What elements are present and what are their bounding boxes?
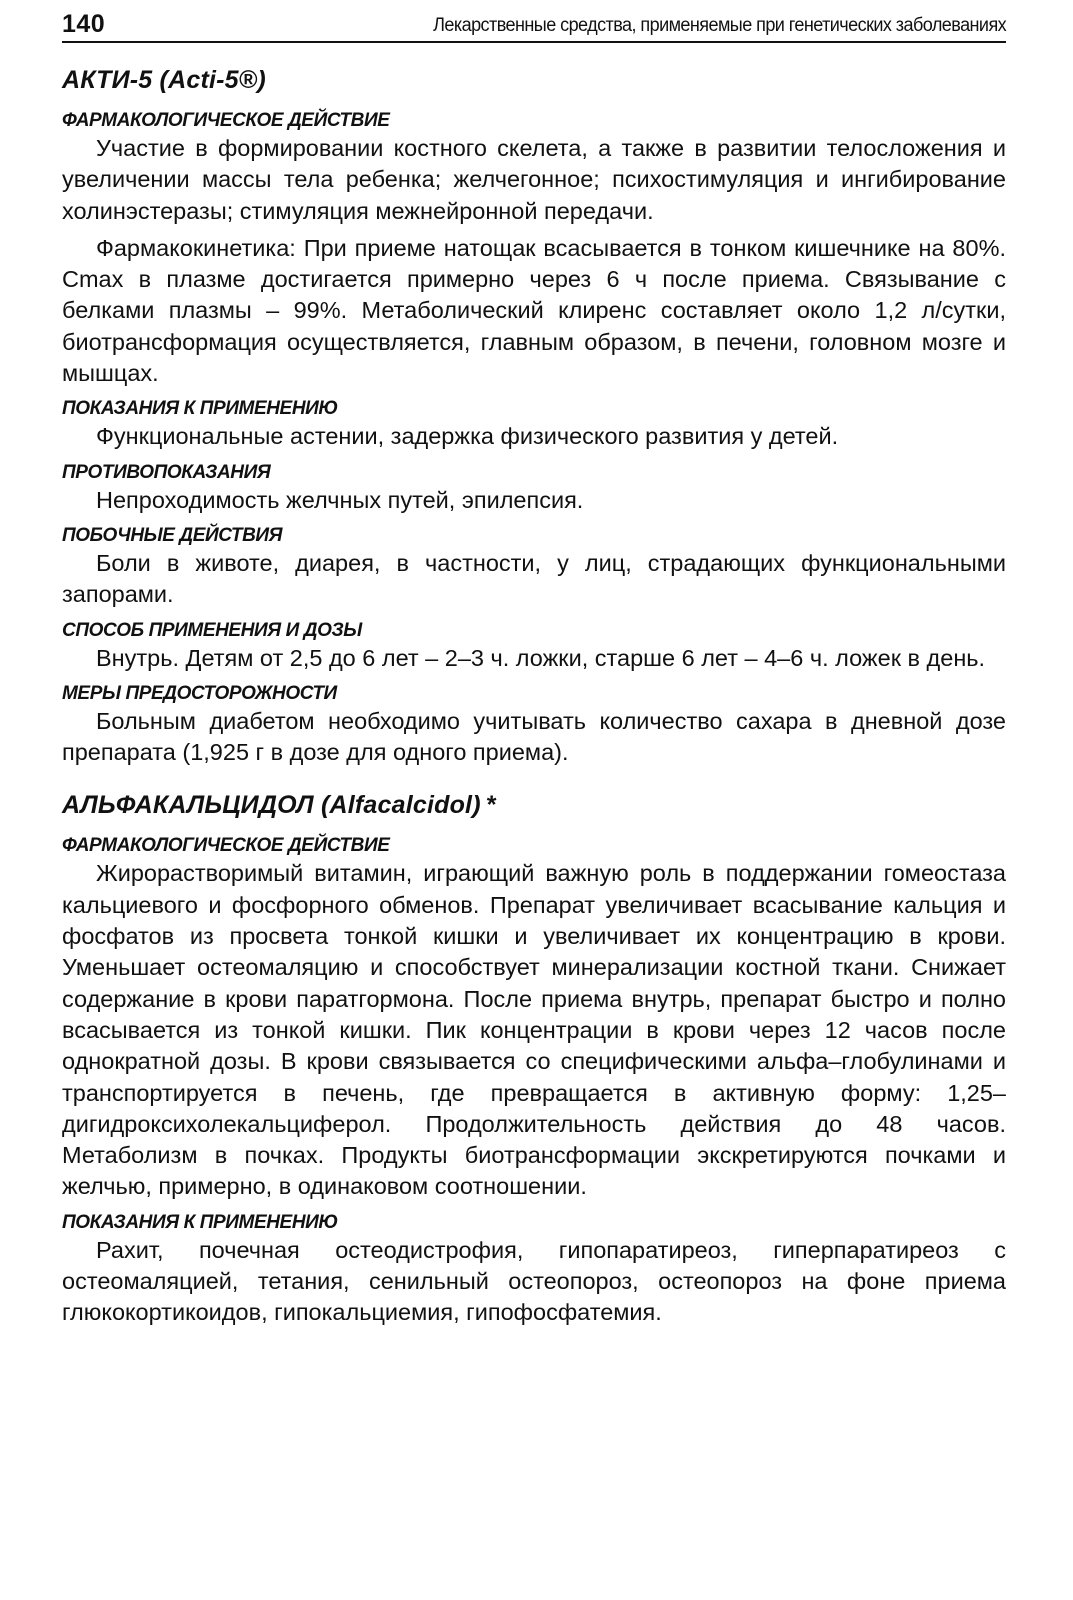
paragraph: Жирорастворимый витамин, играющий важную роль в поддержании гомеостаза кальциевого и фосфорного обменов. Препарат увеличивает всасывание кальция и фосфатов из просвета тонкой кишки и увеличивает их концентрацию в крови. Уменьшает остеомаляцию и способствует минерализации костной ткани. Снижает содержание в крови паратгормона. После приема внутрь, препарат быстро и полно всасывается из тонкой кишки. Пик концентрации в крови через 12 часов после однократной дозы. В крови связывается со специфическими альфа–глобулинами и транспортируется в печень, где превращается в активную форму: 1,25–дигидроксихолекальциферол. Продолжительность действия до 48 часов. Метаболизм в почках. Продукты биотрансформации экскретируются почками и желчью, примерно, в одинаковом соотношении. [62, 860, 1006, 1200]
paragraph: Фармакокинетика: При приеме натощак всасывается в тонком кишечнике на 80%. Cmax в плазме достигается примерно через 6 ч после приема. Связывание с белками плазмы – 99%. Метаболический клиренс составляет около 1,2 л/сутки, биотрансформация осуществляется, главным образом, в печени, головном мозге и мышцах. [62, 234, 1006, 387]
drug-entry-alfacalcidol [62, 790, 1006, 1328]
paragraph: Больным диабетом необходимо учитывать количество сахара в дневной дозе препарата (1,925 г в дозе для одного приема). [62, 707, 1006, 766]
section-heading-contraindications: ПРОТИВОПОКАЗАНИЯ [62, 461, 271, 483]
entry-title [62, 790, 1006, 820]
page-number: 140 [62, 10, 106, 38]
asterisk-mark: * [486, 791, 497, 820]
section-heading-side-effects: ПОБОЧНЫЕ ДЕЙСТВИЯ [62, 524, 283, 546]
section-heading-pharmacological-action: ФАРМАКОЛОГИЧЕСКОЕ ДЕЙСТВИЕ [62, 835, 390, 857]
paragraph: Рахит, почечная остеодистрофия, гипопаратиреоз, гиперпаратиреоз с остеомаляцией, тетания, сенильный остеопороз, остеопороз на фоне приема глюкокортикоидов, гипокальциемия, гипофосфатемия. [62, 1236, 1006, 1326]
entry-title [62, 65, 1006, 95]
section-heading-pharmacological-action: ФАРМАКОЛОГИЧЕСКОЕ ДЕЙСТВИЕ [62, 110, 390, 131]
book-page [62, 0, 1006, 1329]
section-heading-precautions: МЕРЫ ПРЕДОСТОРОЖНОСТИ [62, 682, 337, 704]
paragraph: Боли в животе, диарея, в частности, у лиц, страдающих функциональными запорами. [62, 549, 1006, 608]
paragraph: Функциональные астении, задержка физического развития у детей. [96, 423, 839, 450]
section-heading-indications: ПОКАЗАНИЯ К ПРИМЕНЕНИЮ [62, 1211, 338, 1233]
drug-entry-acti-5 [62, 65, 1006, 768]
paragraph: Непроходимость желчных путей, эпилепсия. [96, 486, 584, 513]
running-title: Лекарственные средства, применяемые при генетических заболеваниях [433, 15, 1006, 36]
entry-title-text: АЛЬФАКАЛЬЦИДОЛ (Alfacalcidol) [62, 791, 481, 820]
entry-title-text: АКТИ-5 (Acti-5®) [62, 66, 266, 94]
paragraph: Внутрь. Детям от 2,5 до 6 лет – 2–3 ч. ложки, старше 6 лет – 4–6 ч. ложек в день. [96, 644, 986, 671]
section-heading-dosage: СПОСОБ ПРИМЕНЕНИЯ И ДОЗЫ [62, 619, 362, 641]
section-heading-indications: ПОКАЗАНИЯ К ПРИМЕНЕНИЮ [62, 398, 338, 420]
paragraph: Участие в формировании костного скелета, а также в развитии телосложения и увеличении массы тела ребенка; желчегонное; психостимуляция и ингибирование холинэстеразы; стимуляция межнейронной передачи. [62, 135, 1006, 224]
running-head [62, 4, 1006, 43]
